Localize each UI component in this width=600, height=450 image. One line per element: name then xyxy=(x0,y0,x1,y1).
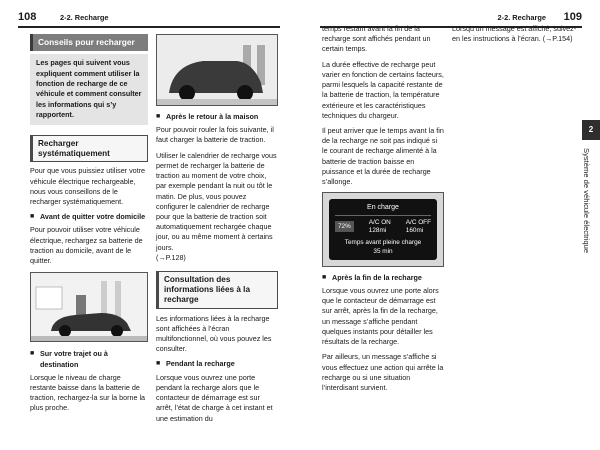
paragraph: Pour que vous puissiez utiliser votre véhicule électrique rechargeable, nous vous conseillons de le recharger systématiquement. xyxy=(30,166,146,207)
square-bullet-icon: ■ xyxy=(156,360,161,368)
paragraph: Pour pouvoir utiliser votre véhicule électrique, rechargez sa batterie de traction au domicile, avant de le quitter. xyxy=(30,225,143,266)
right-section-title: 2-2. Recharge xyxy=(497,13,546,22)
bullet-heading: ■ Sur votre trajet ou à destination xyxy=(30,349,108,369)
square-bullet-icon: ■ xyxy=(322,273,327,281)
home-charging-illustration xyxy=(156,34,278,106)
chapter-tab-label: Système de véhicule électrique xyxy=(582,148,591,254)
paragraph: Lorsque vous ouvrez une porte pendant la recharge alors que le contacteur de démarrage est sur arrêt, l’état de charge à cet instant et une estimation du xyxy=(156,372,273,423)
range-ac-on: A/C ON 128mi xyxy=(368,219,391,234)
bullet-heading: ■ Après le retour à la maison xyxy=(156,112,259,121)
page-reference: (→P.128) xyxy=(156,252,186,262)
paragraph: Utiliser le calendrier de recharge vous permet de recharger la batterie de traction au moment de votre choix, par exemple pendant la nuit ou tôt le matin. De plus, vous pouvez configurer le calendrier de recharge pour que la batterie de traction soit automatiquement rechargée chaque jour, ou au même moment à certains jours. (→P.128) xyxy=(156,150,277,262)
chapter-tab: 2 xyxy=(582,120,600,140)
screen-values-row xyxy=(335,219,431,234)
left-page-number: 108 xyxy=(18,11,37,23)
paragraph: Lorsque vous ouvrez une porte alors que le contacteur de démarrage est sur arrêt, après la fin de la recharge, un message s’affiche pendant quelques instants pour détailler les résultats de la recharge. xyxy=(322,286,439,347)
right-page-number: 109 xyxy=(563,11,582,23)
paragraph: Pour pouvoir rouler la fois suivante, il faut charger la batterie de traction. xyxy=(156,125,274,145)
remaining-time-value: 35 min xyxy=(373,247,393,255)
left-page-header xyxy=(18,6,280,28)
section-title-tips: Conseils pour recharger xyxy=(30,34,148,51)
intro-box: Les pages qui suivent vous expliquent comment utiliser la fonction de recharge de ce véhicule et comment consulter les informations qui s’y rapportent. xyxy=(30,54,148,125)
charging-station-illustration xyxy=(30,272,148,342)
square-bullet-icon: ■ xyxy=(156,113,161,120)
range-ac-off: A/C OFF 160mi xyxy=(405,219,431,234)
paragraph: Il peut arriver que le temps avant la fin de la recharge ne soit pas indiqué si le courant de recharge alimenté à la batterie de traction baisse en puissance et la durée de recharge s’allonge. xyxy=(322,125,444,187)
bullet-heading: ■ Après la fin de la recharge xyxy=(322,272,422,282)
bullet-heading: ■ Avant de quitter votre domicile xyxy=(30,212,146,222)
paragraph: La durée effective de recharge peut varier en fonction de certains facteurs, parmi lesquels la capacité restante de la batterie de traction, la température extérieure et les caractéristiques techniques du chargeur. xyxy=(322,59,444,120)
left-section-title: 2-2. Recharge xyxy=(60,13,109,22)
column-1 xyxy=(30,34,148,419)
battery-level: 72% xyxy=(335,221,354,232)
paragraph: Par ailleurs, un message s’affiche si vous effectuez une action qui arrête la recharge ou si une situation l’interdisant survient. xyxy=(322,352,444,392)
subsection-title-info: Consultation des informations liées à la recharge xyxy=(156,271,278,309)
charging-screen xyxy=(329,199,437,260)
multi-display-illustration xyxy=(322,192,444,267)
paragraph: Les informations liées à la recharge sont affichées à l’écran multifonctionnel, où vous pouvez les consulter. xyxy=(156,313,272,354)
paragraph: Lorsqu’un message est affiché, suivez-en les instructions à l’écran. (→P.154) xyxy=(452,24,577,44)
subsection-title-recharge: Recharger systématiquement xyxy=(30,135,148,163)
column-3 xyxy=(322,24,444,398)
screen-title: En charge xyxy=(335,203,431,216)
page-reference: (→P.154) xyxy=(542,34,573,44)
paragraph: Lorsque le niveau de charge restante baisse dans la batterie de traction, rechargez-la sur la borne la plus proche. xyxy=(30,372,146,413)
square-bullet-icon: ■ xyxy=(30,350,35,358)
square-bullet-icon: ■ xyxy=(30,213,35,221)
column-4 xyxy=(452,24,582,49)
paragraph: temps restant avant la fin de la recharge sont affichés pendant un certain temps. xyxy=(322,24,431,54)
bullet-heading: ■ Pendant la recharge xyxy=(156,359,235,369)
column-2 xyxy=(156,34,278,429)
remaining-time-label: Temps avant pleine charge xyxy=(344,238,422,246)
